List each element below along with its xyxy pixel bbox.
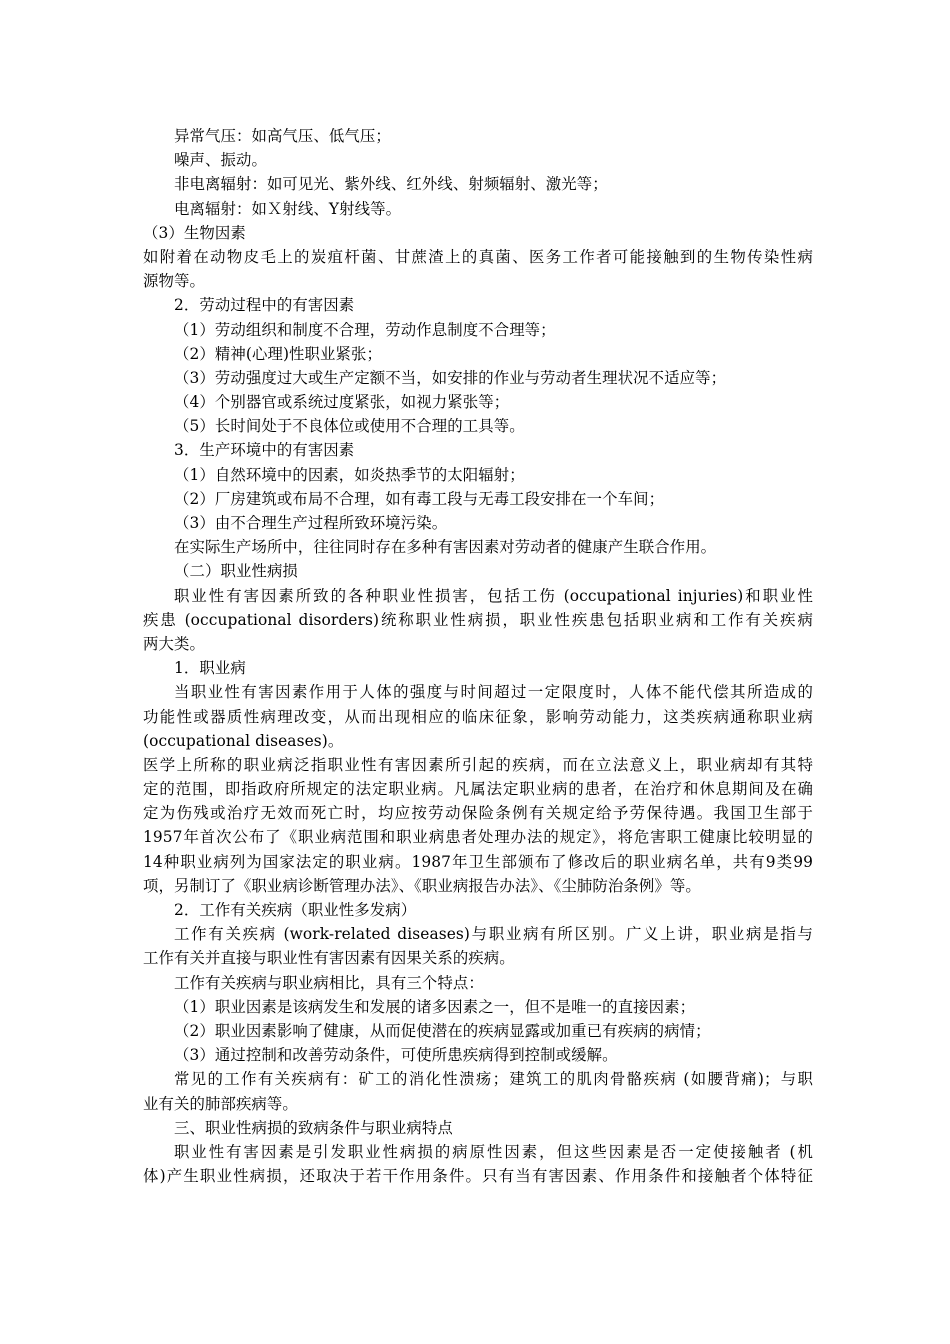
text-line: 电离辐射：如Ｘ射线、Υ射线等。 (174, 199, 402, 218)
text-line: 常见的工作有关疾病有：矿工的消化性溃疡；建筑工的肌肉骨骼疾病 (如腰背痛)；与职 (174, 1070, 813, 1089)
section-heading: 1．职业病 (174, 659, 246, 678)
section-heading: （二）职业性病损 (174, 562, 298, 581)
text-line: 工作有关并直接与职业性有害因素有因果关系的疾病。 (143, 949, 515, 968)
text-line: 当职业性有害因素作用于人体的强度与时间超过一定限度时，人体不能代偿其所造成的 (174, 683, 813, 702)
section-heading: 三、职业性病损的致病条件与职业病特点 (174, 1118, 453, 1137)
text-line: 业有关的肺部疾病等。 (143, 1094, 298, 1113)
text-line: 体)产生职业性病损，还取决于若干作用条件。只有当有害因素、作用条件和接触者个体特征 (143, 1167, 813, 1186)
text-line: 定的范围，即指政府所规定的法定职业病。凡属法定职业病的患者，在治疗和休息期间及在确 (143, 780, 813, 799)
document-body (143, 124, 813, 1188)
list-item: （1）劳动组织和制度不合理，劳动作息制度不合理等； (174, 320, 556, 339)
text-line: 工作有关疾病 (work-related diseases)与职业病有所区别。广义上讲，职业病是指与 (174, 925, 813, 944)
list-item: （2）职业因素影响了健康，从而促使潜在的疾病显露或加重已有疾病的病情； (174, 1021, 711, 1040)
list-item: （3）通过控制和改善劳动条件，可使所患疾病得到控制或缓解。 (174, 1046, 618, 1065)
text-line: 职业性有害因素是引发职业性病损的病原性因素，但这些因素是否一定使接触者 (机 (174, 1142, 813, 1161)
section-heading: 2．劳动过程中的有害因素 (174, 296, 355, 315)
list-item: （1）自然环境中的因素，如炎热季节的太阳辐射； (174, 465, 525, 484)
text-line: 异常气压：如高气压、低气压； (174, 127, 391, 145)
list-item: （3）劳动强度过大或生产定额不当，如安排的作业与劳动者生理状况不适应等； (174, 368, 727, 387)
text-line: 在实际生产场所中，往往同时存在多种有害因素对劳动者的健康产生联合作用。 (174, 538, 717, 557)
text-line: 如附着在动物皮毛上的炭疽杆菌、甘蔗渣上的真菌、医务工作者可能接触到的生物传染性病 (143, 247, 813, 266)
text-line: 14种职业病列为国家法定的职业病。1987年卫生部颁布了修改后的职业病名单，共有9类99 (143, 852, 813, 871)
text-line: 定为伤残或治疗无效而死亡时，均应按劳动保险条例有关规定给予劳保待遇。我国卫生部于 (143, 804, 813, 823)
text-line: 项，另制订了《职业病诊断管理办法》、《职业病报告办法》、《尘肺防治条例》等。 (143, 876, 701, 895)
list-item: （2）厂房建筑或布局不合理，如有毒工段与无毒工段安排在一个车间； (174, 489, 665, 508)
text-line: 噪声、振动。 (174, 151, 267, 170)
text-line: 1957年首次公布了《职业病范围和职业病患者处理办法的规定》，将危害职工健康比较明显的 (143, 828, 813, 847)
section-heading: 3．生产环境中的有害因素 (174, 441, 355, 460)
text-line: 医学上所称的职业病泛指职业性有害因素所引起的疾病，而在立法意义上，职业病却有其特 (143, 755, 813, 774)
list-item: （2）精神(心理)性职业紧张； (174, 344, 382, 363)
list-item: （5）长时间处于不良体位或使用不合理的工具等。 (174, 417, 525, 436)
list-item: （4）个别器官或系统过度紧张，如视力紧张等； (174, 393, 510, 412)
list-item: （1）职业因素是该病发生和发展的诸多因素之一，但不是唯一的直接因素； (174, 997, 696, 1016)
text-line: 疾患 (occupational disorders)统称职业性病损，职业性疾患包括职业病和工作有关疾病 (143, 610, 813, 629)
text-line: 非电离辐射：如可见光、紫外线、红外线、射频辐射、激光等； (174, 175, 608, 194)
list-item: （3）由不合理生产过程所致环境污染。 (174, 514, 448, 532)
text-line: 源物等。 (143, 272, 205, 291)
section-heading: 2．工作有关疾病（职业性多发病） (174, 901, 417, 919)
text-line: 两大类。 (143, 634, 205, 653)
text-line: 职业性有害因素所致的各种职业性损害，包括工伤 (occupational injuries)和职业性 (174, 586, 813, 605)
text-line: 功能性或器质性病理改变，从而出现相应的临床征象，影响劳动能力，这类疾病通称职业病 (143, 707, 813, 726)
text-line: (occupational diseases)。 (143, 731, 344, 750)
section-heading: （3）生物因素 (143, 223, 246, 242)
text-line: 工作有关疾病与职业病相比，具有三个特点： (174, 973, 484, 992)
